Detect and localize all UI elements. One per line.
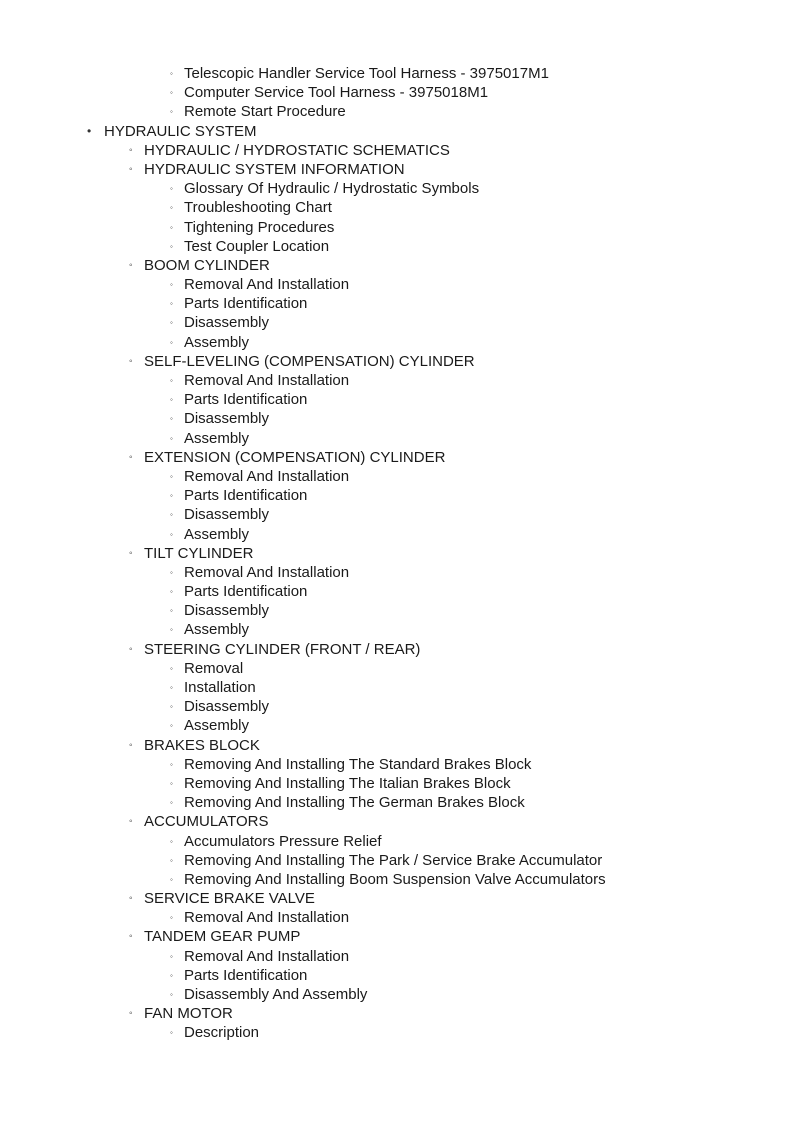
list-item-text: Assembly xyxy=(184,621,250,639)
list-item-text: Removal xyxy=(184,659,244,677)
list-item-text: TILT CYLINDER xyxy=(144,544,254,562)
topic-item xyxy=(0,64,794,83)
topic-item xyxy=(0,908,794,927)
list-item-text: Parts Identification xyxy=(184,295,308,313)
list-item-text: Telescopic Handler Service Tool Harness - 3975017M1 xyxy=(184,65,549,82)
subsection-heading xyxy=(0,927,794,946)
topic-item xyxy=(0,371,794,390)
topic-item xyxy=(0,620,794,639)
hollow-bullet-icon: ◦ xyxy=(170,395,173,405)
hollow-bullet-icon: ◦ xyxy=(170,1028,173,1038)
list-item-text: Assembly xyxy=(184,525,250,543)
list-item-text: HYDRAULIC SYSTEM INFORMATION xyxy=(144,160,405,178)
list-item-text: Removal And Installation xyxy=(184,563,350,581)
subsection-heading xyxy=(0,256,794,275)
hollow-bullet-icon: ◦ xyxy=(170,855,173,865)
topic-item xyxy=(0,985,794,1004)
list-item-text: STEERING CYLINDER (FRONT / REAR) xyxy=(144,640,421,658)
topic-item xyxy=(0,659,794,678)
topic-item xyxy=(0,793,794,812)
subsection-heading xyxy=(0,640,794,659)
hollow-bullet-icon: ◦ xyxy=(129,163,133,175)
subsection-heading xyxy=(0,160,794,179)
topic-item xyxy=(0,947,794,966)
list-item-text: Tightening Procedures xyxy=(184,218,335,236)
list-item-text: Parts Identification xyxy=(184,487,308,505)
hollow-bullet-icon: ◦ xyxy=(170,107,173,117)
list-item-text: Test Coupler Location xyxy=(184,237,330,255)
topic-item xyxy=(0,1023,794,1042)
hollow-bullet-icon: ◦ xyxy=(170,990,173,999)
list-item-text: Troubleshooting Chart xyxy=(184,199,332,217)
topic-item xyxy=(0,275,794,294)
table-of-contents xyxy=(0,64,794,1043)
list-item-text: TANDEM GEAR PUMP xyxy=(144,928,301,946)
list-item-text: SELF-LEVELING (COMPENSATION) CYLINDER xyxy=(144,352,475,370)
hollow-bullet-icon: ◦ xyxy=(170,222,173,232)
hollow-bullet-icon: ◦ xyxy=(170,625,173,635)
list-item-text: Parts Identification xyxy=(184,391,308,409)
hollow-bullet-icon: ◦ xyxy=(170,874,173,884)
topic-item xyxy=(0,429,794,448)
topic-item xyxy=(0,966,794,985)
hollow-bullet-icon: ◦ xyxy=(170,337,173,347)
hollow-bullet-icon: ◦ xyxy=(170,587,173,597)
list-item-text: SERVICE BRAKE VALVE xyxy=(144,890,315,908)
hollow-bullet-icon: ◦ xyxy=(170,69,173,78)
section-heading xyxy=(0,122,794,141)
list-item-text: Assembly xyxy=(184,333,250,351)
subsection-heading xyxy=(0,812,794,831)
hollow-bullet-icon: ◦ xyxy=(129,816,133,828)
hollow-bullet-icon: ◦ xyxy=(170,606,173,616)
hollow-bullet-icon: ◦ xyxy=(170,970,173,980)
filled-bullet-icon: • xyxy=(87,123,92,138)
list-item-text: Removal And Installation xyxy=(184,909,350,927)
hollow-bullet-icon: ◦ xyxy=(129,931,133,943)
hollow-bullet-icon: ◦ xyxy=(129,547,133,559)
hollow-bullet-icon: ◦ xyxy=(170,184,173,194)
list-item-text: Removing And Installing The Italian Brakes Block xyxy=(184,774,511,792)
list-item-text: Remote Start Procedure xyxy=(184,103,346,121)
hollow-bullet-icon: ◦ xyxy=(170,836,173,846)
topic-item xyxy=(0,409,794,428)
topic-item xyxy=(0,486,794,505)
topic-item xyxy=(0,601,794,620)
topic-item xyxy=(0,333,794,352)
subsection-heading xyxy=(0,544,794,563)
hollow-bullet-icon: ◦ xyxy=(170,663,173,673)
topic-item xyxy=(0,755,794,774)
hollow-bullet-icon: ◦ xyxy=(170,299,173,309)
hollow-bullet-icon: ◦ xyxy=(170,433,173,443)
hollow-bullet-icon: ◦ xyxy=(170,414,173,424)
topic-item xyxy=(0,832,794,851)
hollow-bullet-icon: ◦ xyxy=(170,951,173,961)
topic-item xyxy=(0,774,794,793)
hollow-bullet-icon: ◦ xyxy=(129,643,133,655)
list-item-text: Removing And Installing The Park / Service Brake Accumulator xyxy=(184,851,603,869)
topic-item xyxy=(0,237,794,256)
hollow-bullet-icon: ◦ xyxy=(170,491,173,501)
list-item-text: ACCUMULATORS xyxy=(144,813,269,831)
hollow-bullet-icon: ◦ xyxy=(129,739,133,751)
topic-item xyxy=(0,179,794,198)
topic-item xyxy=(0,716,794,735)
hollow-bullet-icon: ◦ xyxy=(129,144,133,156)
hollow-bullet-icon: ◦ xyxy=(170,241,173,251)
list-item-text: Removal And Installation xyxy=(184,372,350,389)
list-item-text: Accumulators Pressure Relief xyxy=(184,832,382,850)
list-item-text: Glossary Of Hydraulic / Hydrostatic Symbols xyxy=(184,180,480,198)
list-item-text: Disassembly xyxy=(184,410,270,428)
topic-item xyxy=(0,697,794,716)
list-item-text: Removal And Installation xyxy=(184,276,350,294)
subsection-heading xyxy=(0,448,794,467)
topic-item xyxy=(0,505,794,524)
hollow-bullet-icon: ◦ xyxy=(170,203,173,213)
list-item-text: Removal And Installation xyxy=(184,467,350,485)
hollow-bullet-icon: ◦ xyxy=(170,529,173,539)
list-item-text: Disassembly xyxy=(184,602,270,620)
topic-item xyxy=(0,582,794,601)
list-item-text: Disassembly xyxy=(184,314,270,332)
list-item-text: Disassembly xyxy=(184,506,270,524)
topic-item xyxy=(0,525,794,544)
list-item-text: HYDRAULIC / HYDROSTATIC SCHEMATICS xyxy=(144,141,450,159)
hollow-bullet-icon: ◦ xyxy=(129,259,133,271)
list-item-text: Removing And Installing The Standard Brakes Block xyxy=(184,755,532,773)
hollow-bullet-icon: ◦ xyxy=(170,683,173,692)
hollow-bullet-icon: ◦ xyxy=(170,88,173,98)
hollow-bullet-icon: ◦ xyxy=(170,702,173,712)
hollow-bullet-icon: ◦ xyxy=(170,376,173,385)
topic-item xyxy=(0,467,794,486)
hollow-bullet-icon: ◦ xyxy=(129,1008,133,1020)
hollow-bullet-icon: ◦ xyxy=(129,893,133,905)
topic-item xyxy=(0,218,794,237)
topic-item xyxy=(0,870,794,889)
topic-item xyxy=(0,83,794,102)
hollow-bullet-icon: ◦ xyxy=(170,913,173,923)
topic-item xyxy=(0,198,794,217)
list-item-text: Assembly xyxy=(184,429,250,447)
list-item-text: Removing And Installing Boom Suspension Valve Accumulators xyxy=(184,870,606,888)
list-item-text: Parts Identification xyxy=(184,583,308,601)
hollow-bullet-icon: ◦ xyxy=(170,798,173,808)
hollow-bullet-icon: ◦ xyxy=(170,759,173,769)
hollow-bullet-icon: ◦ xyxy=(129,451,133,463)
list-item-text: Disassembly And Assembly xyxy=(184,986,368,1003)
hollow-bullet-icon: ◦ xyxy=(170,471,173,481)
hollow-bullet-icon: ◦ xyxy=(129,355,133,367)
topic-item xyxy=(0,102,794,121)
topic-item xyxy=(0,390,794,409)
list-item-text: FAN MOTOR xyxy=(144,1005,233,1023)
hollow-bullet-icon: ◦ xyxy=(170,318,173,328)
subsection-heading xyxy=(0,352,794,371)
list-item-text: Disassembly xyxy=(184,698,270,716)
list-item-text: Computer Service Tool Harness - 3975018M1 xyxy=(184,84,489,102)
hollow-bullet-icon: ◦ xyxy=(170,721,173,731)
hollow-bullet-icon: ◦ xyxy=(170,280,173,290)
list-item-text: Parts Identification xyxy=(184,966,308,984)
list-item-text: Installation xyxy=(184,679,256,696)
list-item-text: EXTENSION (COMPENSATION) CYLINDER xyxy=(144,448,446,466)
list-item-text: Description xyxy=(184,1024,260,1042)
topic-item xyxy=(0,294,794,313)
subsection-heading xyxy=(0,1004,794,1023)
list-item-text: Removing And Installing The German Brakes Block xyxy=(184,794,525,812)
list-item-text: BOOM CYLINDER xyxy=(144,256,270,274)
list-item-text: Assembly xyxy=(184,717,250,735)
subsection-heading xyxy=(0,889,794,908)
list-item-text: BRAKES BLOCK xyxy=(144,736,260,754)
hollow-bullet-icon: ◦ xyxy=(170,567,173,577)
hollow-bullet-icon: ◦ xyxy=(170,778,173,788)
list-item-text: HYDRAULIC SYSTEM xyxy=(104,122,257,140)
topic-item xyxy=(0,313,794,332)
topic-item xyxy=(0,851,794,870)
subsection-heading xyxy=(0,736,794,755)
topic-item xyxy=(0,678,794,697)
hollow-bullet-icon: ◦ xyxy=(170,510,173,520)
subsection-heading xyxy=(0,141,794,160)
list-item-text: Removal And Installation xyxy=(184,947,350,965)
topic-item xyxy=(0,563,794,582)
